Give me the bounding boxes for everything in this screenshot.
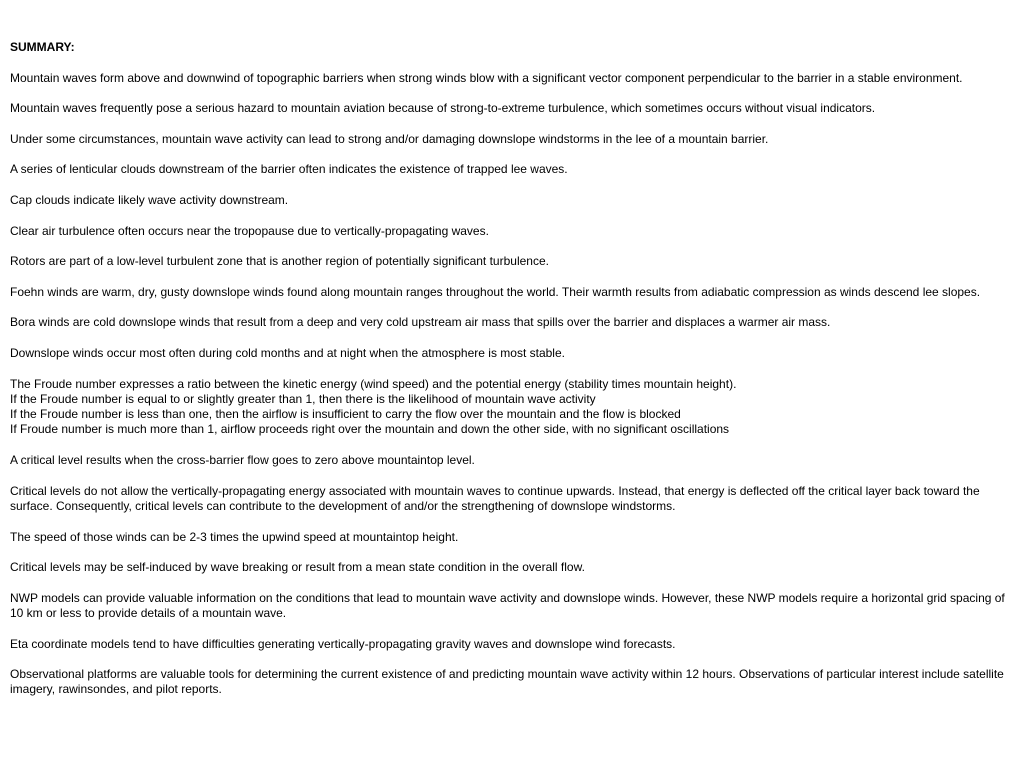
summary-document xyxy=(10,40,1014,713)
froude-less-than-one-line: If the Froude number is less than one, then the airflow is insufficient to carry the flow over the mountain and the flow is blocked xyxy=(10,407,681,422)
summary-heading: SUMMARY: xyxy=(10,40,75,54)
paragraph-rotors: Rotors are part of a low-level turbulent zone that is another region of potentially significant turbulence. xyxy=(10,254,549,269)
paragraph-cap-clouds: Cap clouds indicate likely wave activity downstream. xyxy=(10,192,289,207)
paragraph-observational-platforms: Observational platforms are valuable tools for determining the current existence of and predicting mountain wave activity within 12 hours. Observations of particular interest include satellite imagery, rawinsondes, and pilot reports. xyxy=(10,667,1004,697)
froude-equal-one-line: If the Froude number is equal to or slightly greater than 1, then there is the likelihood of mountain wave activity xyxy=(10,391,596,406)
paragraph-lenticular-clouds: A series of lenticular clouds downstream of the barrier often indicates the existence of trapped lee waves. xyxy=(10,162,568,177)
paragraph-downslope-timing: Downslope winds occur most often during cold months and at night when the atmosphere is most stable. xyxy=(10,345,565,360)
paragraph-foehn-winds: Foehn winds are warm, dry, gusty downslope winds found along mountain ranges throughout the world. Their warmth results from adiabatic compression as winds descend lee slopes. xyxy=(10,284,981,299)
paragraph-critical-level-effects: Critical levels do not allow the vertically-propagating energy associated with mountain waves to continue upwards. Instead, that energy is deflected off the critical layer back toward the surface. Consequently, critical levels can contribute to the development of and/or the strengthening of downslope windstorms. xyxy=(10,483,980,513)
froude-definition-line: The Froude number expresses a ratio between the kinetic energy (wind speed) and the potential energy (stability times mountain height). xyxy=(10,376,737,391)
paragraph-self-induced-critical-levels: Critical levels may be self-induced by wave breaking or result from a mean state condition in the overall flow. xyxy=(10,560,585,575)
paragraph-nwp-models: NWP models can provide valuable information on the conditions that lead to mountain wave activity and downslope winds. However, these NWP models require a horizontal grid spacing of 10 km or less to provide details of a mountain wave. xyxy=(10,590,1005,620)
paragraph-aviation-hazard: Mountain waves frequently pose a serious hazard to mountain aviation because of strong-to-extreme turbulence, which sometimes occurs without visual indicators. xyxy=(10,101,876,116)
paragraph-froude-number xyxy=(10,377,1014,438)
paragraph-wind-speed: The speed of those winds can be 2-3 times the upwind speed at mountaintop height. xyxy=(10,529,459,544)
froude-much-more-than-one-line: If Froude number is much more than 1, airflow proceeds right over the mountain and down the other side, with no significant oscillations xyxy=(10,422,730,437)
paragraph-downslope-windstorms: Under some circumstances, mountain wave activity can lead to strong and/or damaging downslope windstorms in the lee of a mountain barrier. xyxy=(10,131,769,146)
paragraph-clear-air-turbulence: Clear air turbulence often occurs near the tropopause due to vertically-propagating waves. xyxy=(10,223,489,238)
paragraph-mountain-waves-formation: Mountain waves form above and downwind of topographic barriers when strong winds blow with a significant vector component perpendicular to the barrier in a stable environment. xyxy=(10,70,963,85)
paragraph-eta-models: Eta coordinate models tend to have difficulties generating vertically-propagating gravity waves and downslope wind forecasts. xyxy=(10,636,676,651)
paragraph-critical-level-definition: A critical level results when the cross-barrier flow goes to zero above mountaintop level. xyxy=(10,453,475,468)
paragraph-bora-winds: Bora winds are cold downslope winds that result from a deep and very cold upstream air mass that spills over the barrier and displaces a warmer air mass. xyxy=(10,315,831,330)
